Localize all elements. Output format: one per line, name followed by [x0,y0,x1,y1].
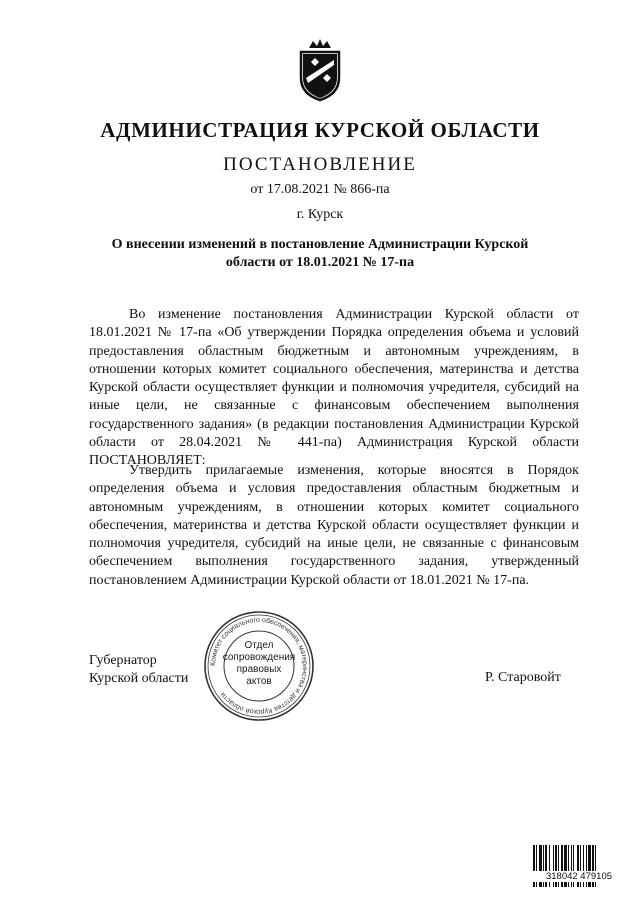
document-number: от 17.08.2021 № 866-па [250,182,390,197]
coat-of-arms-icon [295,38,345,102]
stamp-line-4: актов [246,676,272,687]
subject-line-1: О внесении изменений в постановление Администрации Курской [111,237,529,252]
signatory-title-line-2: Курской области [89,671,189,686]
stamp-line-2: сопровождения [222,652,296,663]
stamp-line-3: правовых [236,664,282,675]
organization-title: АДМИНИСТРАЦИЯ КУРСКОЙ ОБЛАСТИ [100,118,540,142]
city: г. Курск [296,207,344,222]
subject-line-2: области от 18.01.2021 № 17-па [225,255,415,270]
body-paragraph-1 [89,306,579,471]
signatory-title [89,652,188,688]
body-paragraph-1-text: Во изменение постановления Администрации Курской области от 18.01.2021 № 17-па «Об утверждении Порядка определения объема и условий предоставления областным бюджетным и автономным учреждениям, в отношении которых комитет социального обеспечения, материнства и детства Курской области осуществляет функции и полномочия учредителя, субсидий на иные цели, не связанные с финансовым обеспечением выполнения государственного задания» (в редакции постановления Администрации Курской области от 28.04.2021 № 441-па) Администрация Курской области ПОСТАНОВЛЯЕТ: [89,307,579,469]
body-paragraph-2-text: Утвердить прилагаемые изменения, которые вносятся в Порядок определения объема и условия предоставления областным бюджетным и автономным учреждениям, в отношении которых комитет социального обеспечения, материнства и детства Курской области осуществляет функции и полномочия учредителя, субсидий на иные цели, не связанные с финансовым обеспечением выполнения государственного задания, утвержденный постановлением Администрации Курской области от 18.01.2021 № 17-па. [89,463,579,588]
stamp-line-1: Отдел [244,640,274,651]
stamp-inner-text [203,640,315,688]
document-subject [100,236,540,272]
stamp-ring-text: Комитет социального обеспечения, материнства и детства Курской области [209,616,309,716]
document-type: ПОСТАНОВЛЕНИЕ [223,154,417,175]
barcode-number: 318042 479105 [531,871,627,882]
signatory-title-line-1: Губернатор [89,653,157,668]
body-paragraph-2 [89,462,579,590]
signatory-name: Р. Старовойт [485,670,561,685]
